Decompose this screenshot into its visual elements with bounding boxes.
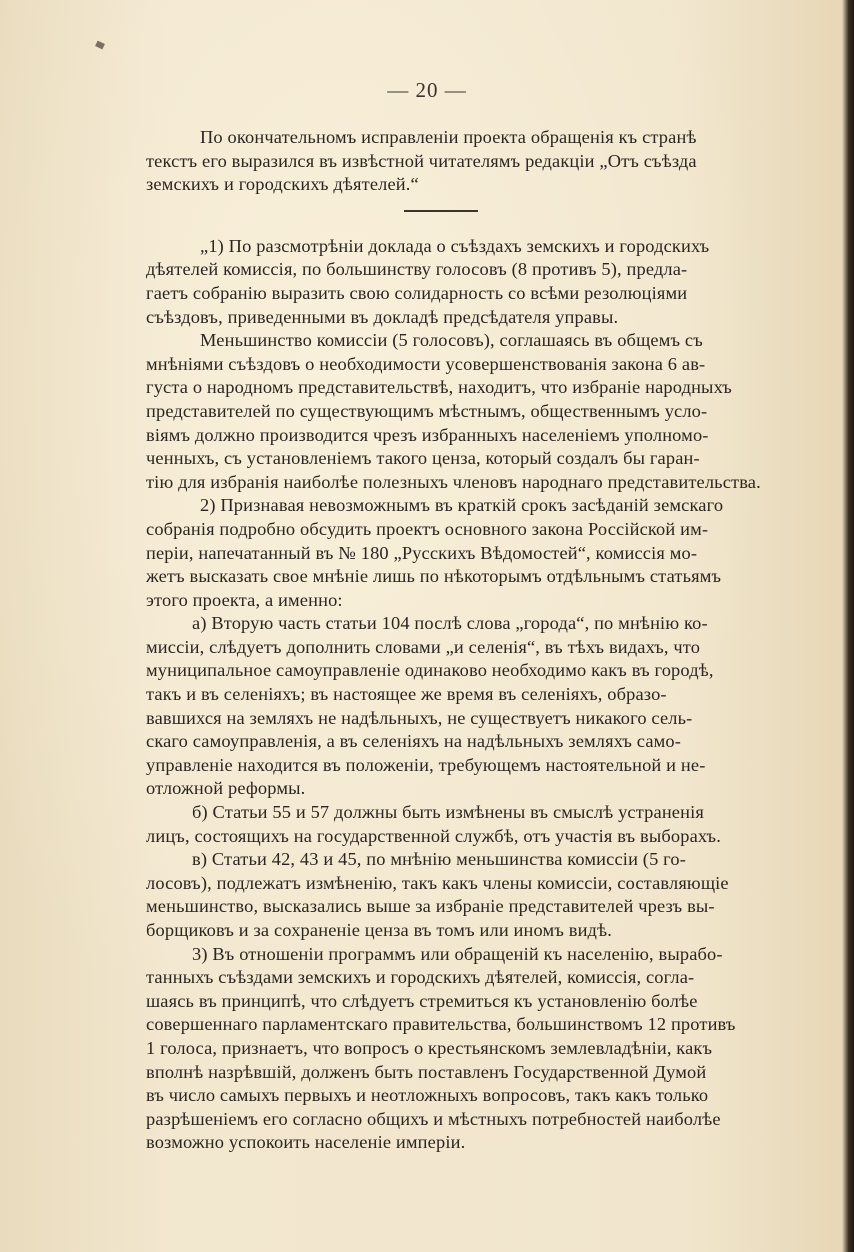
text-line: „1) По разсмотрѣніи доклада о съѣздахъ земскихъ и городскихъ: [200, 235, 710, 256]
intro-paragraph: [146, 126, 846, 197]
resolution-text: [146, 235, 846, 1155]
text-line: совершеннаго парламентскаго правительства, большинствомъ 12 противъ: [146, 1014, 736, 1035]
section-gap: [146, 197, 846, 235]
text-line: миссіи, слѣдуетъ дополнить словами „и селенія“, въ тѣхъ видахъ, что: [146, 636, 701, 657]
text-line: б) Статьи 55 и 57 должны быть измѣнены въ смыслѣ устраненія: [192, 802, 704, 823]
text-line: отложной реформы.: [146, 778, 306, 799]
text-line: съѣздовъ, приведенными въ докладѣ предсѣдателя управы.: [146, 306, 619, 327]
text-line: в) Статьи 42, 43 и 45, по мнѣнію меньшинства комиссіи (5 го-: [192, 849, 687, 870]
text-line: Меньшинство комиссіи (5 голосовъ), соглашаясь въ общемъ съ: [200, 330, 703, 351]
text-line: муниципальное самоуправленіе одинаково необходимо какъ въ городѣ,: [146, 660, 714, 681]
text-line: По окончательномъ исправленіи проекта обращенія къ странѣ: [200, 127, 697, 147]
text-line: меньшинство, высказались выше за избраніе представителей чрезъ вы-: [146, 896, 715, 917]
text-line: лицъ, состоящихъ на государственной службѣ, отъ участія въ выборахъ.: [146, 825, 721, 846]
text-line: скаго самоуправленія, а въ селеніяхъ на надѣльныхъ земляхъ само-: [146, 731, 682, 752]
text-line: борщиковъ и за сохраненіе ценза въ томъ или иномъ видѣ.: [146, 920, 612, 940]
text-line: 2) Признавая невозможнымъ въ краткій срокъ засѣданій земскаго: [200, 495, 724, 516]
text-line: густа о народномъ представительствѣ, находитъ, что избраніе народныхъ: [146, 377, 732, 398]
text-line: вполнѣ назрѣвшій, долженъ быть поставленъ Государственной Думой: [146, 1061, 707, 1082]
text-line: вавшихся на земляхъ не надѣльныхъ, не существуетъ никакого сель-: [146, 707, 693, 728]
text-line: періи, напечатанный въ № 180 „Русскихъ Вѣдомостей“, комиссія мо-: [146, 542, 698, 563]
text-line: тію для избранія наиболѣе полезныхъ членовъ народнаго представительства.: [146, 471, 761, 492]
section-divider-rule: [404, 210, 478, 212]
text-line: ченныхъ, съ установленіемъ такого ценза, который создалъ бы гаран-: [146, 448, 700, 469]
text-line: мнѣніями съѣздовъ о необходимости усовершенствованія закона 6 ав-: [146, 353, 706, 374]
text-line: віямъ должно производится чрезъ избранныхъ населеніемъ уполномо-: [146, 424, 709, 445]
text-line: управленіе находится въ положеніи, требующемъ настоятельной и не-: [146, 754, 706, 775]
text-line: жетъ высказать свое мнѣніе лишь по нѣкоторымъ отдѣльнымъ статьямъ: [146, 566, 722, 587]
text-line: дѣятелей комиссія, по большинству голосовъ (8 противъ 5), предла-: [146, 259, 688, 280]
text-line: 3) Въ отношеніи программъ или обращеній къ населенію, вырабо-: [192, 943, 723, 964]
text-line: текстъ его выразился въ извѣстной читателямъ редакціи „Отъ съѣзда: [146, 150, 697, 171]
text-line: а) Вторую часть статьи 104 послѣ слова „города“, по мнѣнію ко-: [192, 613, 708, 634]
text-line: возможно успокоить населеніе имперіи.: [146, 1132, 466, 1153]
text-line: представителей по существующимъ мѣстнымъ, общественнымъ усло-: [146, 400, 708, 421]
text-line: разрѣшеніемъ его согласно общихъ и мѣстныхъ потребностей наиболѣе: [146, 1108, 721, 1129]
text-line: танныхъ съѣздами земскихъ и городскихъ дѣятелей, комиссія, согла-: [146, 967, 695, 988]
text-line: земскихъ и городскихъ дѣятелей.“: [146, 174, 419, 195]
text-line: 1 голоса, признаетъ, что вопросъ о крестьянскомъ землевладѣніи, какъ: [146, 1037, 713, 1058]
ink-speck: [95, 41, 105, 50]
page-text: [146, 126, 846, 1155]
text-line: собранія подробно обсудить проектъ основного закона Россійской им-: [146, 518, 709, 539]
text-line: шаясь въ принципѣ, что слѣдуетъ стремиться къ установленію болѣе: [146, 990, 698, 1011]
text-line: въ число самыхъ первыхъ и неотложныхъ вопросовъ, такъ какъ только: [146, 1085, 709, 1106]
text-line: лосовъ), подлежатъ измѣненію, такъ какъ члены комиссіи, составляющіе: [146, 872, 729, 893]
text-line: такъ и въ селеніяхъ; въ настоящее же время въ селеніяхъ, образо-: [146, 684, 667, 705]
text-line: этого проекта, а именно:: [146, 589, 343, 610]
text-line: гаетъ собранію выразить свою солидарность со всѣми резолюціями: [146, 282, 688, 303]
page-number: — 20 —: [387, 78, 467, 102]
